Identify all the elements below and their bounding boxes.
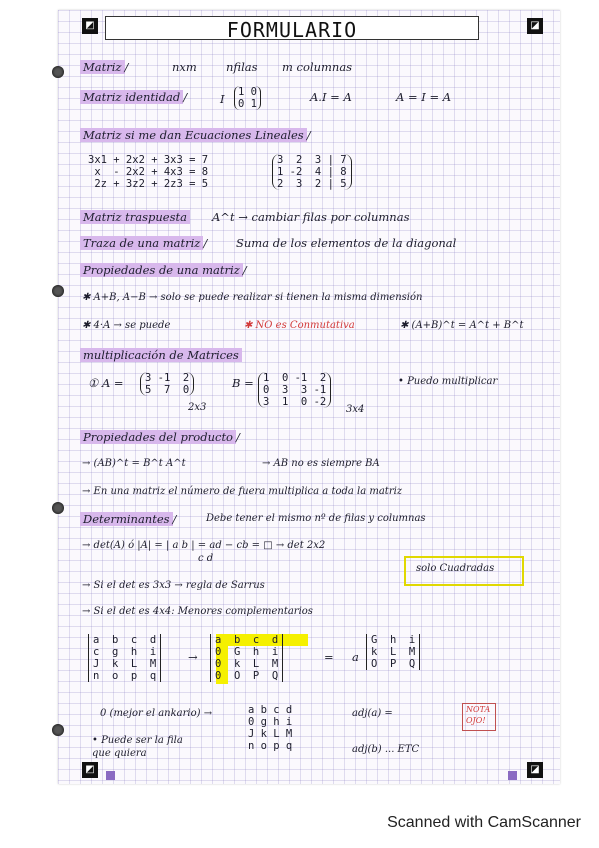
- matriz-filas: nfilas: [226, 60, 258, 74]
- identity-matrix: 1 0 0 1: [234, 86, 261, 110]
- nota-text: NOTA OJO!: [466, 705, 491, 725]
- matrix-a: 3 -1 2 5 7 0: [140, 372, 194, 396]
- adj-b: adj(b) ... ETC: [352, 744, 420, 755]
- binder-hole-icon: [52, 66, 64, 78]
- traza-text: Suma de los elementos de la diagonal: [236, 236, 457, 250]
- identidad-eq1: A.I = A: [310, 90, 352, 104]
- ecuaciones-label: Matriz si me dan Ecuaciones Lineales /: [80, 128, 311, 142]
- producto-3: → En una matriz el número de fuera multiplica a toda la matriz: [82, 486, 403, 497]
- multiplicar-note: • Puedo multiplicar: [398, 376, 498, 387]
- equation-system: 3x1 + 2x2 + 3x3 = 7 x - 2x2 + 4x3 = 8 2z + 3z2 + 2z3 = 5: [88, 154, 209, 190]
- corner-marker-icon: ◩: [82, 762, 98, 778]
- binder-hole-icon: [52, 285, 64, 297]
- page-title: FORMULARIO: [226, 18, 358, 42]
- purple-square-icon: [508, 771, 517, 780]
- augmented-matrix: 3 2 3 | 7 1 -2 4 | 8 2 3 2 | 5: [272, 154, 352, 190]
- traza-label: Traza de una matriz /: [80, 236, 207, 250]
- title-box: [105, 16, 479, 40]
- traspuesta-text: A^t → cambiar filas por columnas: [212, 210, 410, 224]
- adj-a: adj(a) =: [352, 708, 393, 719]
- corner-marker-icon: ◪: [527, 18, 543, 34]
- matriz-dim: nxm: [172, 60, 197, 74]
- identidad-letter: I: [220, 92, 225, 106]
- matrix-a-dim: 2x3: [188, 402, 207, 413]
- determinantes-extra: Debe tener el mismo nº de filas y columnas: [206, 513, 426, 524]
- propiedad-4: ✱ (A+B)^t = A^t + B^t: [400, 320, 524, 331]
- tip-fila: • Puede ser la fila que quiera: [92, 735, 183, 759]
- propiedad-1: ✱ A+B, A−B → solo se puede realizar si tienen la misma dimensión: [82, 292, 423, 303]
- det-sarrus: → Si el det es 3x3 → regla de Sarrus: [82, 580, 265, 591]
- matrix-b: 1 0 -1 2 0 3 3 -1 3 1 0 -2: [258, 372, 331, 408]
- producto-label: Propiedades del producto /: [80, 430, 240, 444]
- det-menores: → Si el det es 4x4: Menores complementarios: [82, 606, 313, 617]
- multiplicacion-label: multiplicación de Matrices: [80, 348, 242, 362]
- matrix-a-label: ① A =: [88, 376, 124, 390]
- corner-marker-icon: ◩: [82, 18, 98, 34]
- matrix-b-dim: 3x4: [346, 404, 365, 415]
- binder-hole-icon: [52, 724, 64, 736]
- purple-square-icon: [106, 771, 115, 780]
- determinantes-label: Determinantes /: [80, 512, 176, 526]
- matrix-4x4-circle: a b c d 0 g h i J k L M n o p q: [248, 704, 293, 752]
- propiedades-label: Propiedades de una matriz /: [80, 263, 247, 277]
- minor-matrix: G h i k L M O P Q: [366, 634, 420, 670]
- corner-marker-icon: ◪: [527, 762, 543, 778]
- cofactor-coef: a: [352, 650, 359, 664]
- producto-2: → AB no es siempre BA: [262, 458, 380, 469]
- producto-1: → (AB)^t = B^t A^t: [82, 458, 186, 469]
- det-2x2: → det(A) ó |A| = | a b | = ad − cb = □ → det 2x2: [82, 540, 326, 551]
- matrix-4x4: a b c d c g h i J k L M n o p q: [88, 634, 161, 682]
- matrix-b-label: B =: [232, 376, 254, 390]
- matrix-4x4-reduced: a b c d 0 G h i 0 k L M 0 O P Q: [210, 634, 283, 682]
- arrow-icon: →: [188, 650, 198, 664]
- cuadradas-note: solo Cuadradas: [416, 563, 495, 574]
- propiedad-3: ✱ NO es Conmutativa: [244, 320, 355, 331]
- matriz-columnas: m columnas: [282, 60, 353, 74]
- matriz-label: Matriz /: [80, 60, 128, 74]
- traspuesta-label: Matriz traspuesta: [80, 210, 190, 224]
- equals-icon: =: [324, 650, 334, 664]
- identidad-eq2: A = I = A: [396, 90, 452, 104]
- identidad-label: Matriz identidad /: [80, 90, 187, 104]
- tip-ankario: 0 (mejor el ankario) →: [100, 708, 213, 719]
- propiedad-2: ✱ 4·A → se puede: [82, 320, 171, 331]
- det-2x2-row2: c d: [198, 553, 214, 564]
- binder-hole-icon: [52, 502, 64, 514]
